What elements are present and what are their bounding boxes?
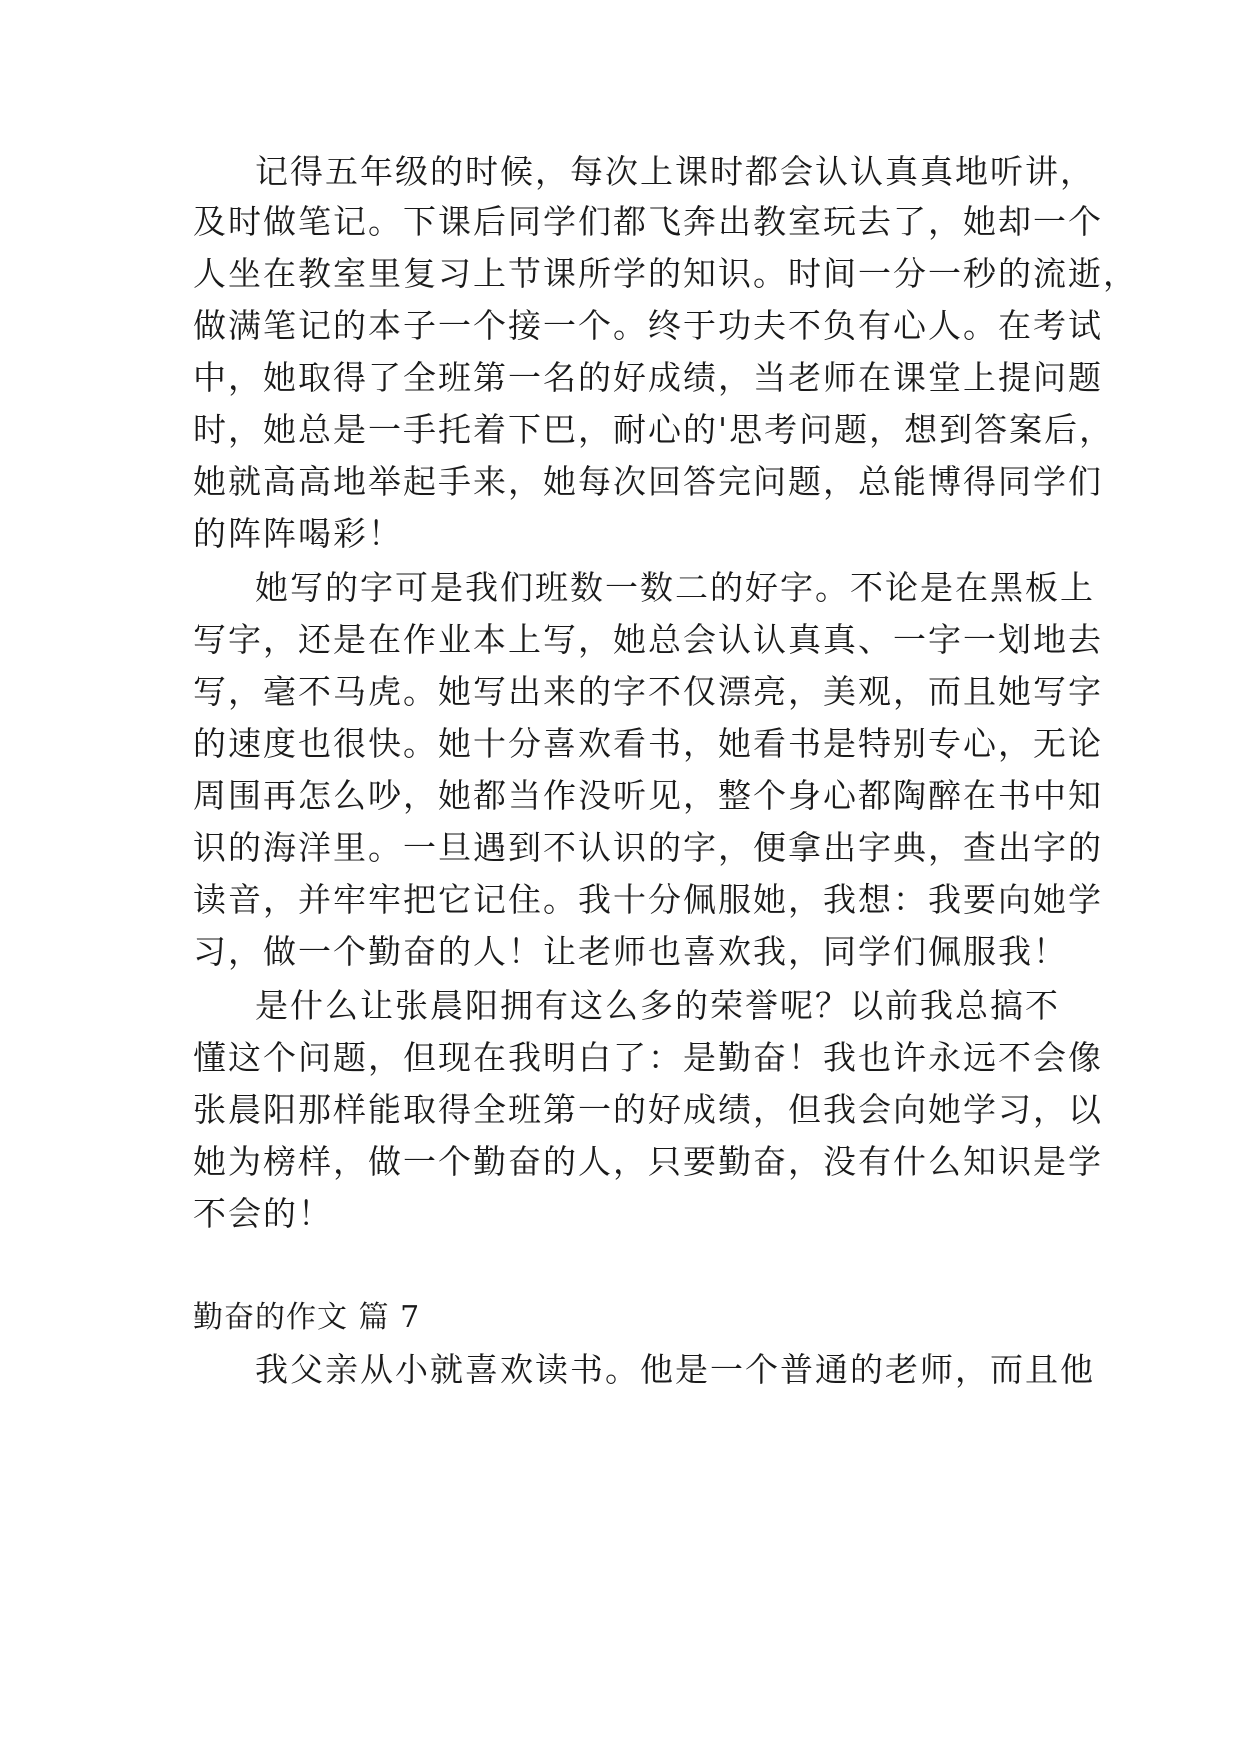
paragraph-line: 及时做笔记。下课后同学们都飞奔出教室玩去了，她却一个	[193, 202, 1103, 241]
paragraph-line: 是什么让张晨阳拥有这么多的荣誉呢？以前我总搞不	[255, 986, 1060, 1025]
paragraph-line: 写，毫不马虎。她写出来的字不仅漂亮，美观，而且她写字	[193, 672, 1103, 711]
paragraph-line: 不会的！	[193, 1194, 333, 1233]
paragraph-line: 读音，并牢牢把它记住。我十分佩服她，我想：我要向她学	[193, 880, 1103, 919]
paragraph-line: 的阵阵喝彩！	[193, 514, 403, 553]
paragraph-line: 我父亲从小就喜欢读书。他是一个普通的老师，而且他	[255, 1350, 1095, 1389]
paragraph-line: 她为榜样，做一个勤奋的人，只要勤奋，没有什么知识是学	[193, 1142, 1103, 1181]
paragraph-line: 张晨阳那样能取得全班第一的好成绩，但我会向她学习，以	[193, 1090, 1103, 1129]
section-heading: 勤奋的作文 篇 7	[193, 1300, 421, 1335]
paragraph-line: 习，做一个勤奋的人！让老师也喜欢我，同学们佩服我！	[193, 932, 1068, 971]
paragraph-line: 她写的字可是我们班数一数二的好字。不论是在黑板上	[255, 568, 1095, 607]
paragraph-line: 识的海洋里。一旦遇到不认识的字，便拿出字典，查出字的	[193, 828, 1103, 867]
paragraph-line: 写字，还是在作业本上写，她总会认认真真、一字一划地去	[193, 620, 1103, 659]
paragraph-line: 人坐在教室里复习上节课所学的知识。时间一分一秒的流逝，	[193, 254, 1138, 293]
paragraph-line: 做满笔记的本子一个接一个。终于功夫不负有心人。在考试	[193, 306, 1103, 345]
paragraph-line: 懂这个问题，但现在我明白了：是勤奋！我也许永远不会像	[193, 1038, 1103, 1077]
paragraph-line: 周围再怎么吵，她都当作没听见，整个身心都陶醉在书中知	[193, 776, 1103, 815]
paragraph-line: 她就高高地举起手来，她每次回答完问题，总能博得同学们	[193, 462, 1103, 501]
paragraph-line: 的速度也很快。她十分喜欢看书，她看书是特别专心，无论	[193, 724, 1103, 763]
paragraph-line: 中，她取得了全班第一名的好成绩，当老师在课堂上提问题	[193, 358, 1103, 397]
paragraph-line: 时，她总是一手托着下巴，耐心的'思考问题，想到答案后，	[193, 410, 1115, 449]
paragraph-line: 记得五年级的时候，每次上课时都会认认真真地听讲，	[255, 152, 1095, 191]
